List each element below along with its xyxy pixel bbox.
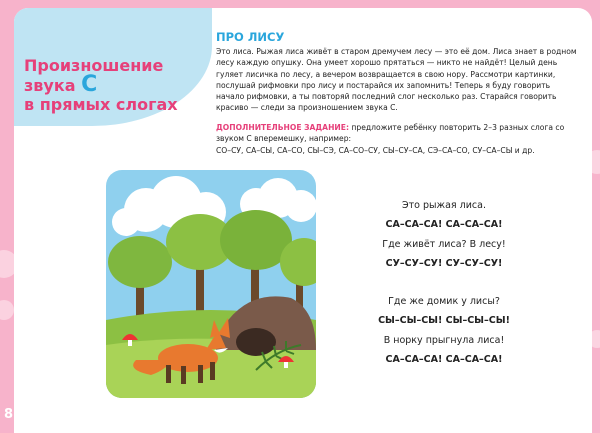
page	[14, 8, 592, 433]
poem-line: Где живёт лиса? В лесу!	[382, 238, 506, 250]
poem-second	[354, 292, 534, 369]
title-line1: Произношение	[24, 56, 164, 75]
extra-task-label: ДОПОЛНИТЕЛЬНОЕ ЗАДАНИЕ:	[216, 123, 349, 132]
poem-line: В норку прыгнула лиса!	[383, 334, 505, 346]
title-letter: С	[81, 72, 98, 97]
poem-line: Где же домик у лисы?	[388, 296, 500, 307]
poem-chant: СУ–СУ–СУ! СУ–СУ–СУ!	[385, 257, 503, 269]
page-title	[24, 56, 194, 114]
extra-task	[216, 122, 579, 156]
section-heading: ПРО ЛИСУ	[216, 30, 285, 44]
poem-chant: СЫ–СЫ–СЫ! СЫ–СЫ–СЫ!	[378, 315, 510, 327]
fox-illustration	[106, 170, 316, 398]
extra-task-syllables: СО–СУ, СА–СЫ, СА–СО, СЫ–СЭ, СА–СО–СУ, СЫ–СУ–СА, СЭ–СА–СО, СУ–СА–СЫ и др.	[216, 145, 535, 155]
poem-line: Это рыжая лиса.	[402, 200, 486, 211]
poem-first	[354, 196, 534, 273]
fox-scene	[106, 170, 316, 398]
extra-task-text: предложите ребёнку повторить 2–3 разных слога со звуком С вперемешку, например:	[216, 123, 565, 144]
intro-text: Это лиса. Рыжая лиса живёт в старом дремучем лесу — это её дом. Лиса знает в родном лесу каждую опушку. Она умеет хорошо прятаться — никто не найдёт! Целый день гуляет лисичка по лесу, а вечером возвращается в свою нору. Рассмотри картинки, послушай рифмовки про лису и постарайся их запомнить! Теперь я буду говорить начало рифмовки, а ты повторяй последний слог несколько раз. Старайся говорить красиво — следи за произношением звука С.	[216, 47, 577, 113]
poem-chant: СА–СА–СА! СА–СА–СА!	[385, 219, 503, 231]
decor-dot	[0, 300, 14, 320]
title-line3: в прямых слогах	[24, 95, 178, 114]
title-line2: звука	[24, 76, 76, 95]
page-number: 8	[4, 407, 14, 422]
poem-chant: СА–СА–СА! СА–СА–СА!	[385, 353, 503, 365]
